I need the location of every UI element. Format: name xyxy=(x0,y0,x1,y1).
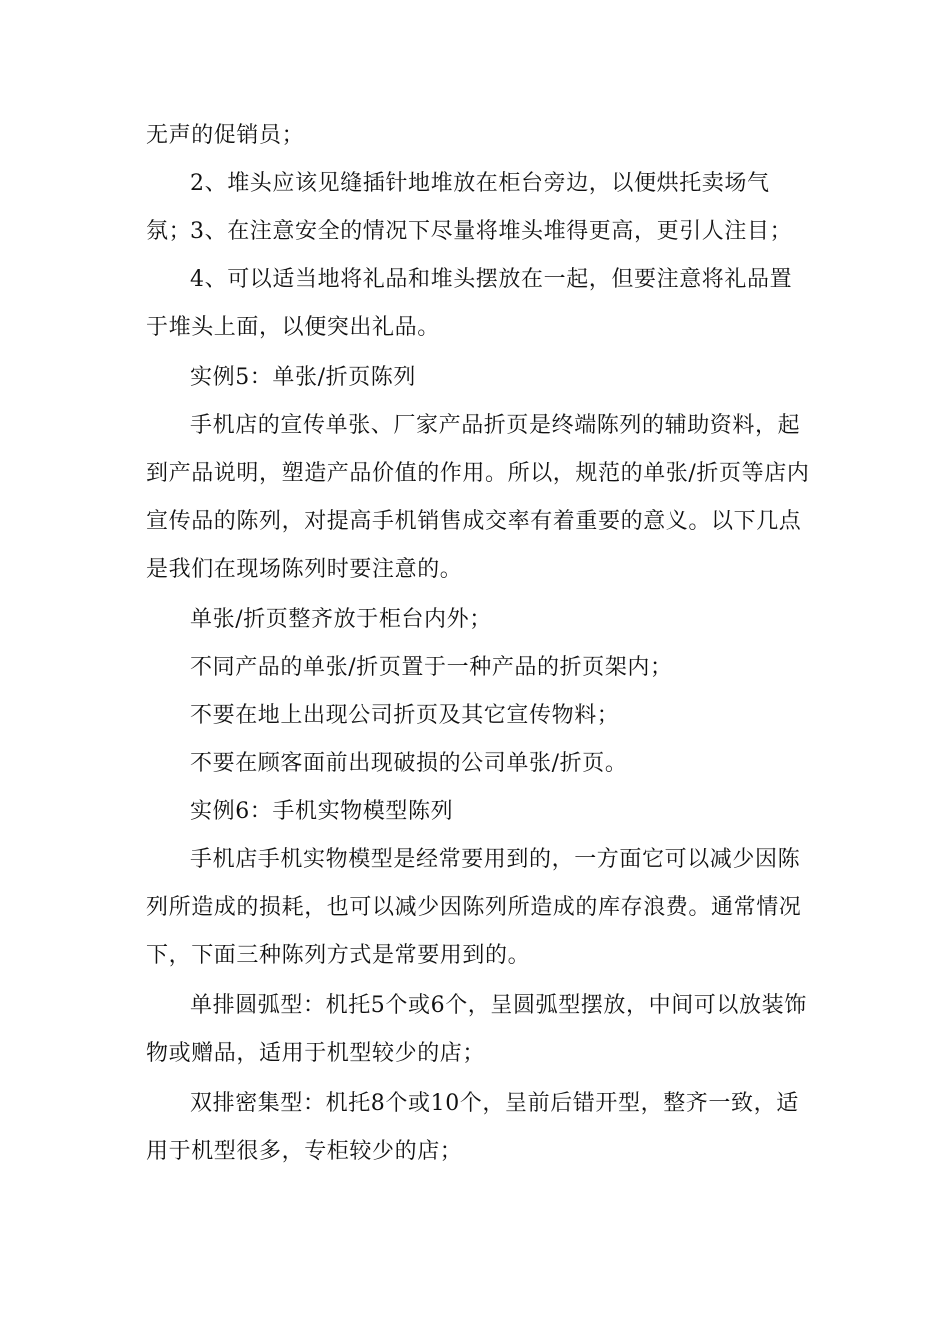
paragraph-single-row-arc: 单排圆弧型：机托5个或6个，呈圆弧型摆放，中间可以放装饰物或赠品，适用于机型较少的店； xyxy=(146,993,807,1066)
list-item-4: 4、可以适当地将礼品和堆头摆放在一起，但要注意将礼品置于堆头上面，以便突出礼品。 xyxy=(146,267,793,340)
list-item-3: 3、在注意安全的情况下尽量将堆头堆得更高，更引人注目； xyxy=(190,219,793,244)
section-heading-example-5: 实例5：单张/折页陈列 xyxy=(190,365,417,390)
bullet-no-damaged-leaflets: 不要在顾客面前出现破损的公司单张/折页。 xyxy=(190,751,628,776)
bullet-no-floor-materials: 不要在地上出现公司折页及其它宣传物料； xyxy=(190,703,620,728)
list-item-2: 2、堆头应该见缝插针地堆放在柜台旁边，以便烘托卖场气氛； xyxy=(146,171,770,244)
bullet-leaflet-tidy: 单张/折页整齐放于柜台内外； xyxy=(190,607,492,632)
paragraph-double-row-dense: 双排密集型：机托8个或10个，呈前后错开型，整齐一致，适用于机型很多，专柜较少的店； xyxy=(146,1091,799,1164)
section-heading-example-6: 实例6：手机实物模型陈列 xyxy=(190,799,454,824)
bullet-leaflet-rack: 不同产品的单张/折页置于一种产品的折页架内； xyxy=(190,655,673,680)
paragraph-leaflet-display: 手机店的宣传单张、厂家产品折页是终端陈列的辅助资料，起到产品说明，塑造产品价值的作用。所以，规范的单张/折页等店内宣传品的陈列，对提高手机销售成交率有着重要的意义。以下几点是我们在现场陈列时要注意的。 xyxy=(146,413,810,582)
paragraph-model-display: 手机店手机实物模型是经常要用到的，一方面它可以减少因陈列所造成的损耗，也可以减少因陈列所造成的库存浪费。通常情况下，下面三种陈列方式是常要用到的。 xyxy=(146,847,802,968)
paragraph-continuation: 无声的促销员； xyxy=(146,123,305,148)
